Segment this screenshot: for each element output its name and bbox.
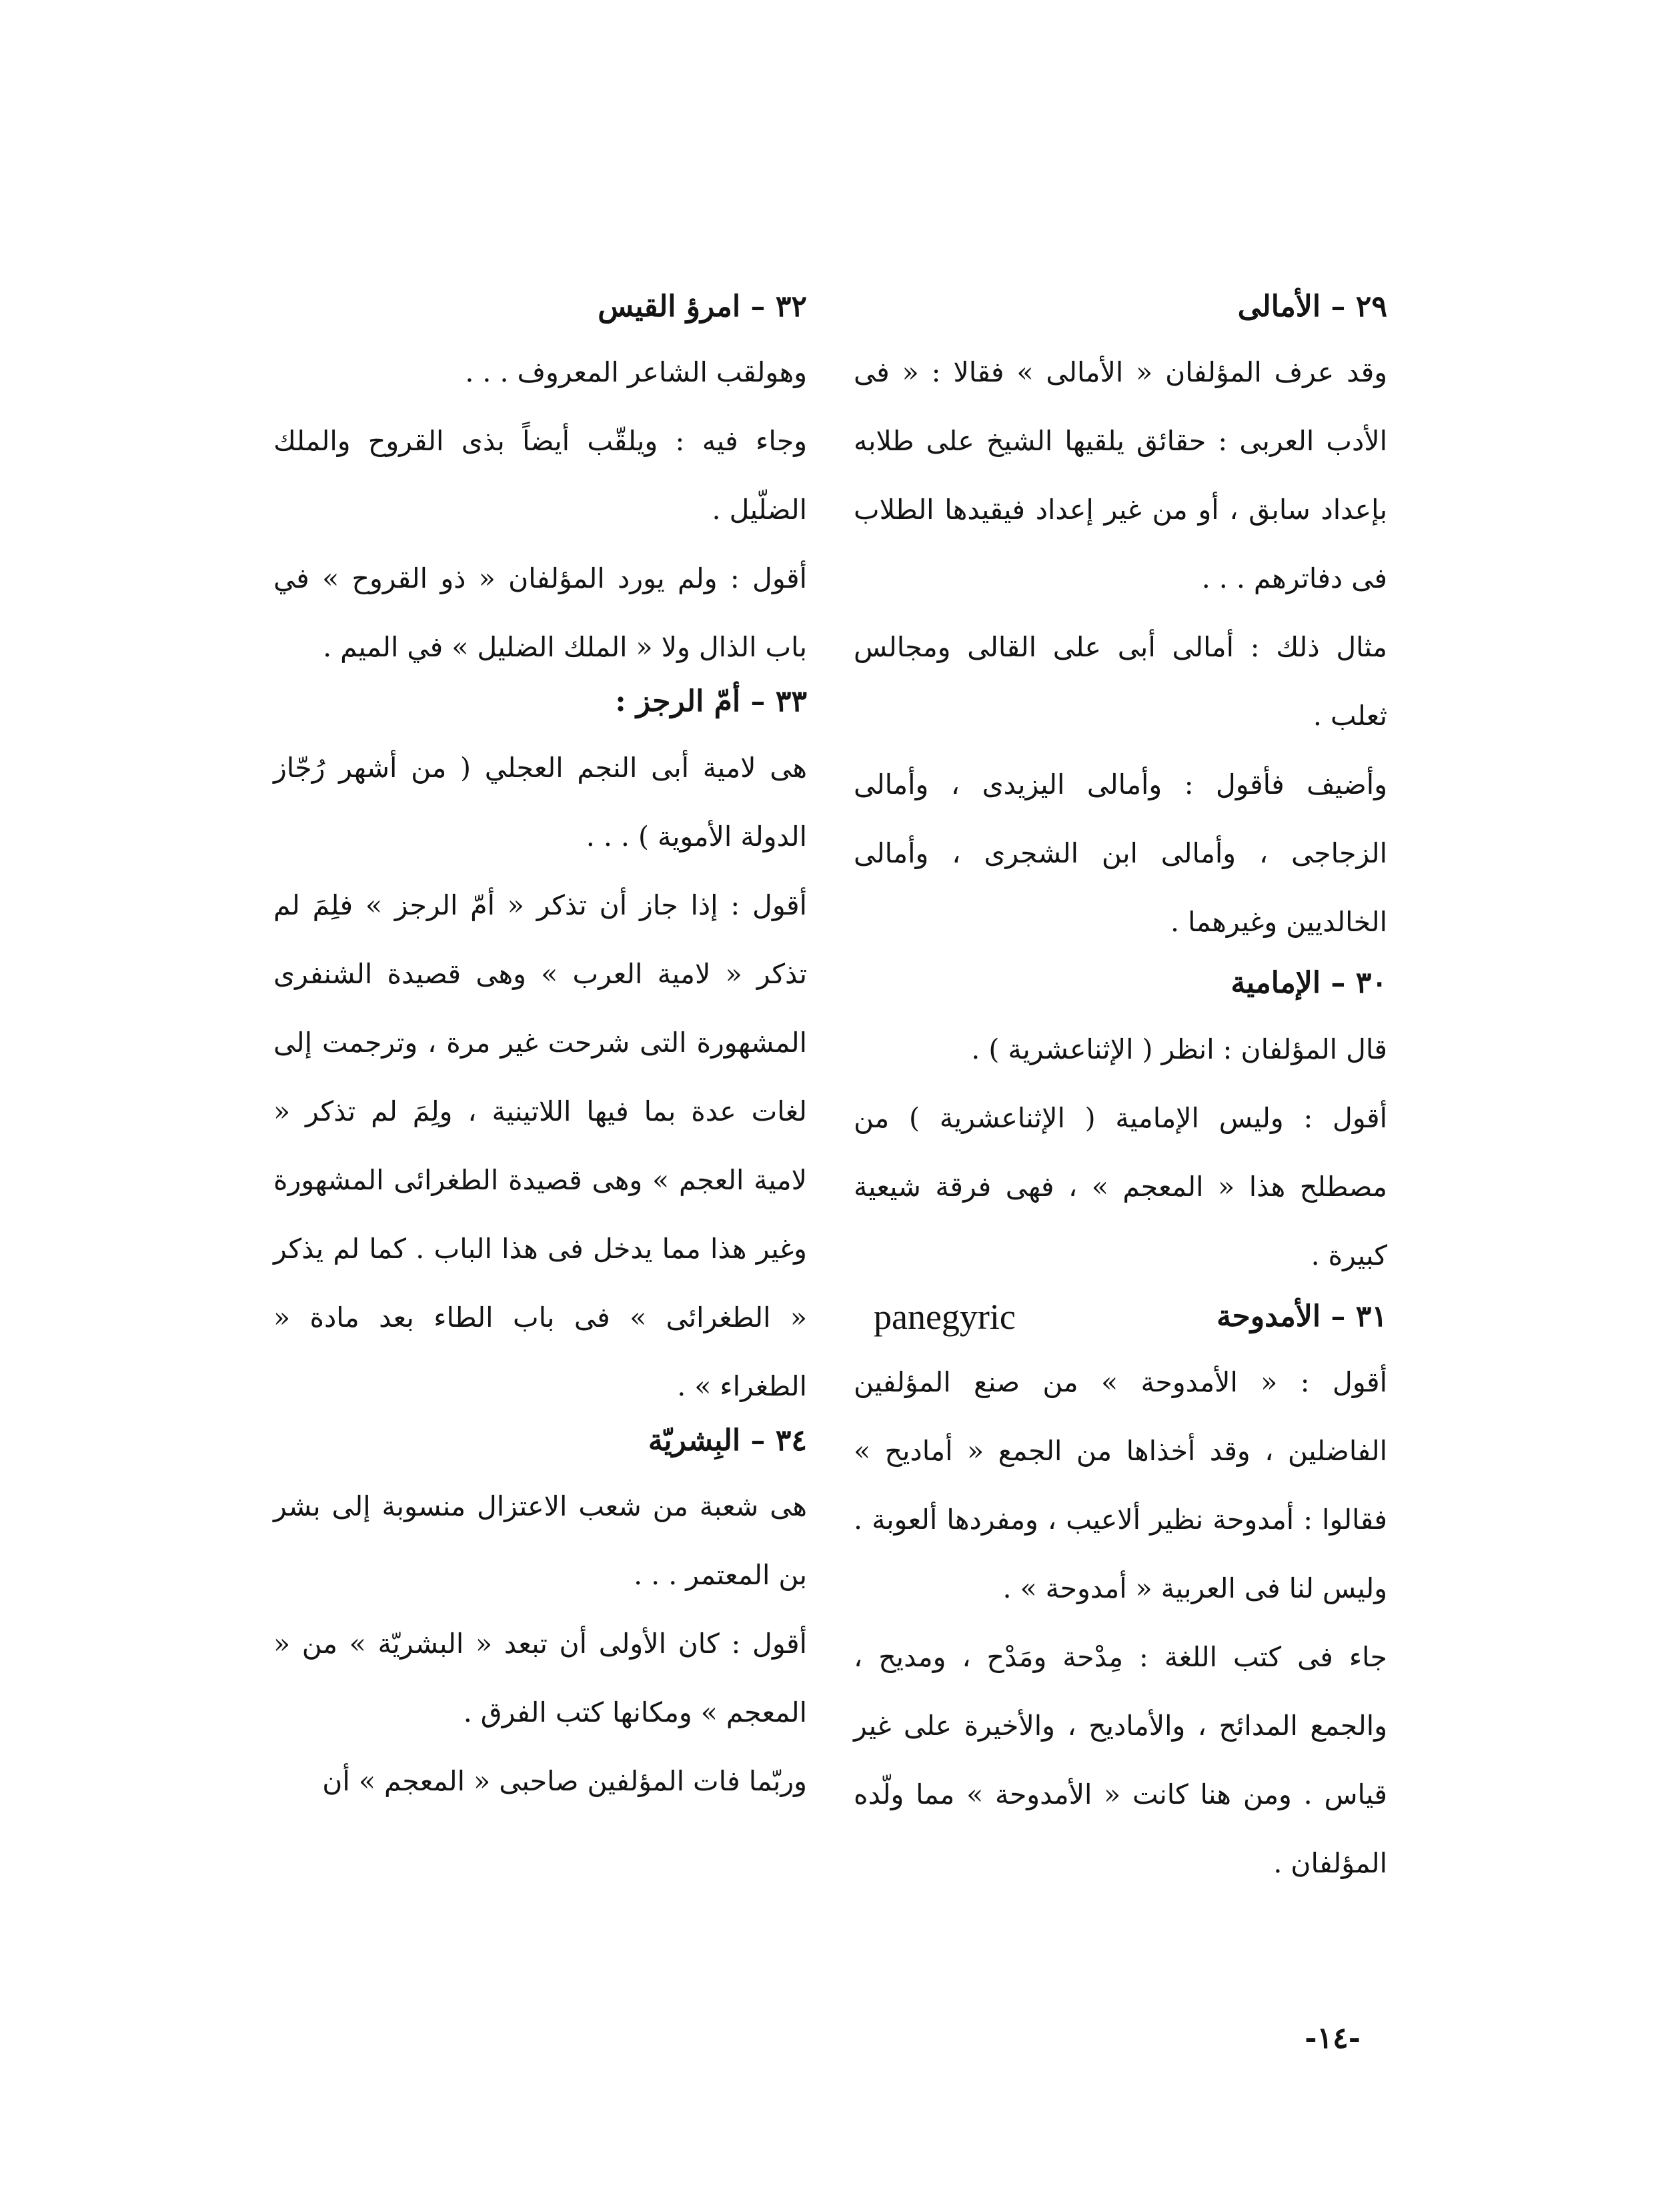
entry-30-paragraph-1: قال المؤلفان : انظر ( الإثناعشرية ) . [971, 1033, 1387, 1065]
entry-33-paragraph-2: أقول : إذا جاز أن تذكر « أمّ الرجز » فلِمَ لم تذكر « لامية العرب » وهى قصيدة الشنفرى المشهورة التى شرحت غير مرة ، وترجمت إلى لغات عدة بما فيها اللاتينية ، ولِمَ لم تذكر « لامية العجم » وهى قصيدة الطغرائى المشهورة وغير هذا مما يدخل فى هذا الباب . كما لم يذكر « الطغرائى » فى باب الطاء بعد مادة « الطغراء » . [273, 889, 807, 1402]
entry-34-paragraph-2: أقول : كان الأولى أن تبعد « البشريّة » من « المعجم » ومكانها كتب الفرق . [273, 1628, 807, 1729]
entry-30-title: ٣٠ – الإمامية [1230, 966, 1387, 1001]
entry-29-paragraph-1: وقد عرف المؤلفان « الأمالى » فقالا : « فى الأدب العربى : حقائق يلقيها الشيخ على طلابه بإعداد سابق ، أو من غير إعداد فيقيدها الطلاب فى دفاترهم . . . [854, 356, 1387, 595]
right-column [854, 287, 1387, 1898]
left-column [273, 287, 807, 1816]
entry-32-paragraph-2: وجاء فيه : ويلقّب أيضاً بذى القروح والملك الضلّيل . [273, 425, 807, 526]
entry-32-paragraph-1: وهولقب الشاعر المعروف . . . [465, 356, 807, 389]
entry-31-heading-row [854, 1297, 1387, 1336]
entry-29-paragraph-3: وأضيف فأقول : وأمالى اليزيدى ، وأمالى الزجاجى ، وأمالى ابن الشجرى ، وأمالى الخالديين وغيرهما . [854, 768, 1387, 939]
entry-31-english-term: panegyric [874, 1296, 1016, 1337]
entry-29-title: ٢٩ – الأمالى [1237, 290, 1387, 324]
entry-34-title: ٣٤ – البِشريّة [648, 1423, 807, 1458]
entry-34-paragraph-1: هى شعبة من شعب الاعتزال منسوبة إلى بشر بن المعتمر . . . [273, 1490, 807, 1592]
entry-33-title: ٣٣ – أمّ الرجز : [615, 684, 807, 719]
entry-31-title: ٣١ – الأمدوحة [1216, 1299, 1387, 1333]
entry-30-paragraph-2: أقول : وليس الإمامية ( الإثناعشرية ) من مصطلح هذا « المعجم » ، فهى فرقة شيعية كبيرة . [854, 1101, 1387, 1271]
entry-29-paragraph-2: مثال ذلك : أمالى أبى على القالى ومجالس ثعلب . [854, 631, 1387, 732]
page-number: -١٤- [1305, 2021, 1361, 2055]
entry-32-title: ٣٢ – امرؤ القيس [598, 290, 807, 324]
entry-32-paragraph-3: أقول : ولم يورد المؤلفان « ذو القروح » في باب الذال ولا « الملك الضليل » في الميم . [273, 562, 807, 664]
entry-34-paragraph-3: وربّما فات المؤلفين صاحبى « المعجم » أن [322, 1765, 807, 1798]
entry-31-paragraph-1: أقول : « الأمدوحة » من صنع المؤلفين الفاضلين ، وقد أخذاها من الجمع « أماديح » فقالوا : أمدوحة نظير ألاعيب ، ومفردها ألعوبة . وليس لنا فى العربية « أمدوحة » . [854, 1366, 1387, 1605]
entry-33-paragraph-1: هى لامية أبى النجم العجلي ( من أشهر رُجّاز الدولة الأموية ) . . . [273, 751, 807, 853]
entry-31-paragraph-2: جاء فى كتب اللغة : مِدْحة ومَدْح ، ومديح ، والجمع المدائح ، والأماديح ، والأخيرة على غير قياس . ومن هنا كانت « الأمدوحة » مما ولّده المؤلفان . [854, 1641, 1387, 1880]
